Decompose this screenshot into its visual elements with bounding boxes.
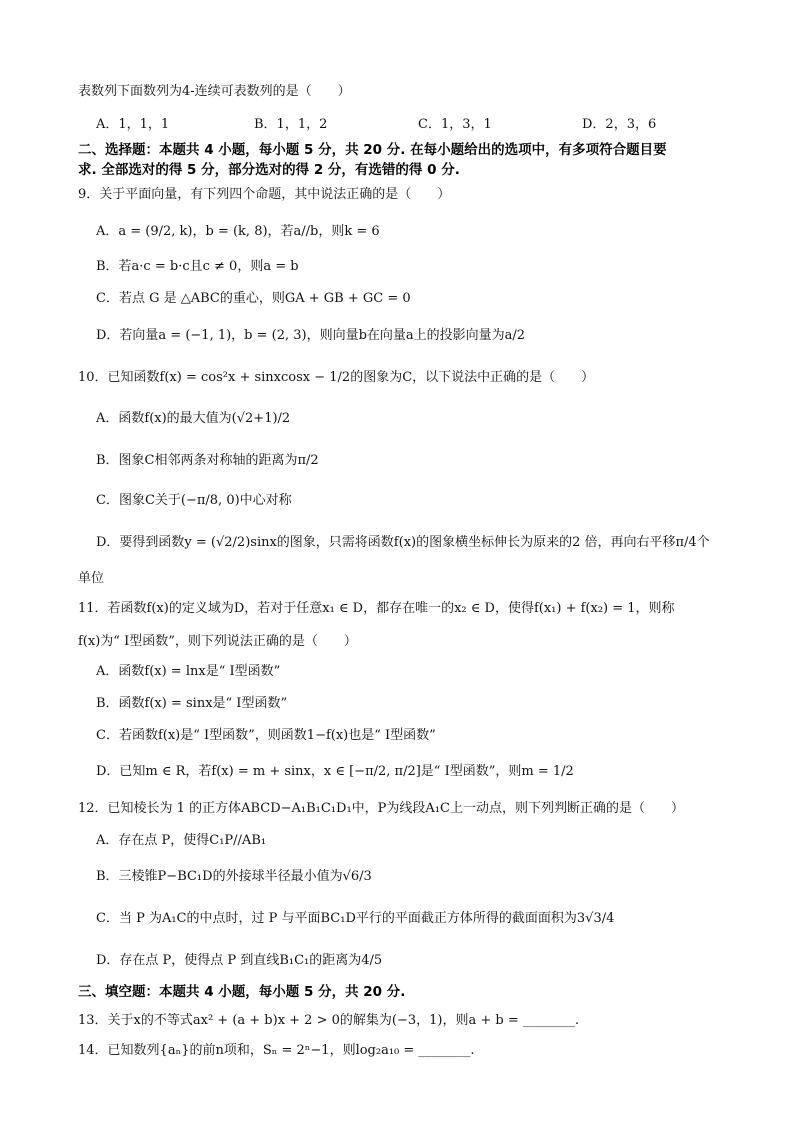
q8-option-a[interactable]: A．1，1，1 [96, 117, 170, 132]
q9-stem: 9．关于平面向量，有下列四个命题，其中说法正确的是（ ） [78, 187, 451, 202]
q9-option-d[interactable]: D．若向量a = (−1, 1)，b = (2, 3)，则向量b在向量a上的投影向量为a/2 [96, 328, 526, 343]
q13: 13．关于x的不等式ax² + (a + b)x + 2 > 0的解集为(−3，1)，则a + b = ________. [78, 1013, 579, 1028]
q11-stem-line2: f(x)为“ I型函数”，则下列说法正确的是（ ） [78, 634, 357, 649]
q8-option-c[interactable]: C．1，3，1 [418, 117, 492, 132]
section2-heading-line1: 二、选择题：本题共 4 小题，每小题 5 分，共 20 分. 在每小题给出的选项中，有多项符合题目要 [78, 142, 667, 158]
q11-option-b[interactable]: B．函数f(x) = sinx是“ I型函数” [96, 696, 288, 711]
q10-option-a[interactable]: A．函数f(x)的最大值为(√2+1)/2 [96, 411, 291, 426]
q8-option-d[interactable]: D．2，3，6 [582, 117, 657, 132]
q12-option-d[interactable]: D．存在点 P，使得点 P 到直线B₁C₁的距离为4/5 [96, 953, 383, 968]
q8-stem: 表数列下面数列为4-连续可表数列的是（ ） [78, 84, 351, 99]
q12-stem: 12．已知棱长为 1 的正方体ABCD−A₁B₁C₁D₁中，P为线段A₁C上一动点，则下列判断正确的是（ ） [78, 801, 684, 816]
q11-stem-line1: 11．若函数f(x)的定义域为D，若对于任意x₁ ∈ D，都存在唯一的x₂ ∈ D，使得f(x₁) + f(x₂) = 1，则称 [78, 601, 675, 616]
q12-option-a[interactable]: A．存在点 P，使得C₁P//AB₁ [96, 833, 267, 848]
section3-heading: 三、填空题：本题共 4 小题，每小题 5 分，共 20 分. [78, 984, 406, 1000]
q8-option-b[interactable]: B．1，1，2 [254, 117, 328, 132]
q10-option-c[interactable]: C．图象C关于(−π/8, 0)中心对称 [96, 493, 292, 508]
q10-stem: 10．已知函数f(x) = cos²x + sinxcosx − 1/2的图象为C，以下说法中正确的是（ ） [78, 370, 595, 385]
q11-option-c[interactable]: C．若函数f(x)是“ I型函数”，则函数1−f(x)也是“ I型函数” [96, 728, 436, 743]
q10-option-d-continued: 单位 [78, 571, 105, 586]
q9-option-c[interactable]: C．若点 G 是 △ABC的重心，则GA + GB + GC = 0 [96, 291, 411, 306]
q12-option-c[interactable]: C．当 P 为A₁C的中点时，过 P 与平面BC₁D平行的平面截正方体所得的截面面积为3√3/4 [96, 911, 615, 926]
q14: 14．已知数列{aₙ}的前n项和，Sₙ = 2ⁿ−1，则log₂a₁₀ = ________. [78, 1043, 475, 1058]
q10-option-d[interactable]: D．要得到函数y = (√2/2)sinx的图象，只需将函数f(x)的图象横坐标伸长为原来的2 倍，再向右平移π/4个 [96, 535, 710, 550]
q9-option-b[interactable]: B．若a·c = b·c且c ≠ 0，则a = b [96, 259, 299, 274]
q10-option-b[interactable]: B．图象C相邻两条对称轴的距离为π/2 [96, 453, 319, 468]
q11-option-d[interactable]: D．已知m ∈ R，若f(x) = m + sinx，x ∈ [−π/2, π/2]是“ I型函数”，则m = 1/2 [96, 764, 574, 779]
q12-option-b[interactable]: B．三棱锥P−BC₁D的外接球半径最小值为√6/3 [96, 869, 372, 884]
section2-heading-line2: 求. 全部选对的得 5 分，部分选对的得 2 分，有选错的得 0 分. [78, 162, 460, 178]
q11-option-a[interactable]: A．函数f(x) = lnx是“ I型函数” [96, 664, 281, 679]
q9-option-a[interactable]: A．a = (9/2, k)，b = (k, 8)，若a//b，则k = 6 [96, 224, 380, 239]
